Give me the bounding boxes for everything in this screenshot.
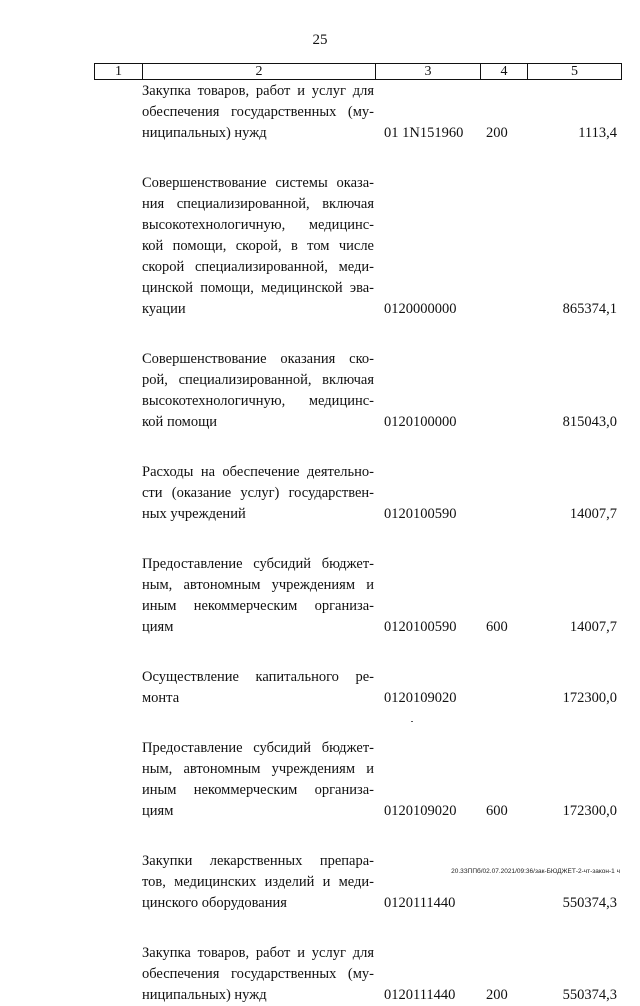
description-line: ным, автономным учреждениям и bbox=[142, 761, 374, 777]
row-amount: 815043,0 bbox=[562, 414, 617, 430]
footer-note: 20.3ЗППб/02.07.2021/09:36/зак-БЮДЖЕТ-2-чт-закон-1 ч bbox=[451, 868, 620, 875]
row-code: 0120100000 bbox=[384, 414, 457, 430]
description-line: Предоставление субсидий бюджет- bbox=[142, 740, 374, 756]
row-code: 0120111440 bbox=[384, 987, 456, 1003]
row-expense-type: 600 bbox=[486, 803, 508, 819]
description-line: циям bbox=[142, 619, 174, 635]
row-description bbox=[142, 81, 374, 144]
description-line: обеспечения государственных (му- bbox=[142, 104, 374, 120]
row-amount: 550374,3 bbox=[562, 987, 617, 1003]
description-line: ным, автономным учреждениям и bbox=[142, 577, 374, 593]
row-code: 0120100590 bbox=[384, 619, 457, 635]
description-line: высокотехнологичную, медицинс- bbox=[142, 217, 374, 233]
row-amount: 172300,0 bbox=[562, 690, 617, 706]
description-line: цинской помощи, медицинской эва- bbox=[142, 280, 374, 296]
column-header-row bbox=[94, 63, 622, 80]
row-description bbox=[142, 667, 374, 709]
row-amount: 550374,3 bbox=[562, 895, 617, 911]
column-header-2: 2 bbox=[143, 64, 376, 79]
description-line: куации bbox=[142, 301, 186, 317]
description-line: Совершенствование системы оказа- bbox=[142, 175, 374, 191]
page-number: 25 bbox=[312, 32, 328, 48]
column-header-4: 4 bbox=[481, 64, 528, 79]
row-description bbox=[142, 943, 374, 1006]
row-expense-type: 200 bbox=[486, 987, 508, 1003]
description-line: ния специализированной, включая bbox=[142, 196, 374, 212]
row-code: 0120109020 bbox=[384, 690, 457, 706]
row-code: 01 1N151960 bbox=[384, 125, 464, 141]
description-line: обеспечения государственных (му- bbox=[142, 966, 374, 982]
row-amount: 14007,7 bbox=[569, 506, 617, 522]
description-line: ных учреждений bbox=[142, 506, 246, 522]
row-amount: 14007,7 bbox=[569, 619, 617, 635]
description-line: скорой специализированной, меди- bbox=[142, 259, 374, 275]
row-description bbox=[142, 462, 374, 525]
description-line: циям bbox=[142, 803, 174, 819]
row-code: 0120109020 bbox=[384, 803, 457, 819]
description-line: Предоставление субсидий бюджет- bbox=[142, 556, 374, 572]
description-line: Закупки лекарственных препара- bbox=[142, 853, 374, 869]
row-amount: 865374,1 bbox=[562, 301, 617, 317]
description-line: Расходы на обеспечение деятельно- bbox=[142, 464, 374, 480]
description-line: иным некоммерческим организа- bbox=[142, 598, 374, 614]
row-expense-type: 600 bbox=[486, 619, 508, 635]
description-line: Закупка товаров, работ и услуг для bbox=[142, 945, 374, 961]
row-expense-type: 200 bbox=[486, 125, 508, 141]
row-description bbox=[142, 173, 374, 320]
row-description bbox=[142, 738, 374, 822]
description-line: Совершенствование оказания ско- bbox=[142, 351, 374, 367]
description-line: ниципальных) нужд bbox=[142, 125, 267, 141]
column-header-5: 5 bbox=[571, 64, 578, 79]
description-line: высокотехнологичную, медицинс- bbox=[142, 393, 374, 409]
row-description bbox=[142, 554, 374, 638]
description-line: цинского оборудования bbox=[142, 895, 287, 911]
column-header-1: 1 bbox=[95, 64, 143, 79]
row-amount: 1113,4 bbox=[578, 125, 617, 141]
row-code: 0120000000 bbox=[384, 301, 457, 317]
description-line: тов, медицинских изделий и меди- bbox=[142, 874, 374, 890]
row-code: 0120100590 bbox=[384, 506, 457, 522]
row-code: 0120111440 bbox=[384, 895, 456, 911]
description-line: сти (оказание услуг) государствен- bbox=[142, 485, 374, 501]
description-line: кой помощи, скорой, в том числе bbox=[142, 238, 374, 254]
description-line: Закупка товаров, работ и услуг для bbox=[142, 83, 374, 99]
scan-speck bbox=[411, 721, 413, 722]
description-line: Осуществление капитального ре- bbox=[142, 669, 374, 685]
description-line: рой, специализированной, включая bbox=[142, 372, 374, 388]
row-description bbox=[142, 349, 374, 433]
description-line: монта bbox=[142, 690, 180, 706]
description-line: иным некоммерческим организа- bbox=[142, 782, 374, 798]
column-header-3: 3 bbox=[376, 64, 481, 79]
row-amount: 172300,0 bbox=[562, 803, 617, 819]
description-line: ниципальных) нужд bbox=[142, 987, 267, 1003]
description-line: кой помощи bbox=[142, 414, 218, 430]
